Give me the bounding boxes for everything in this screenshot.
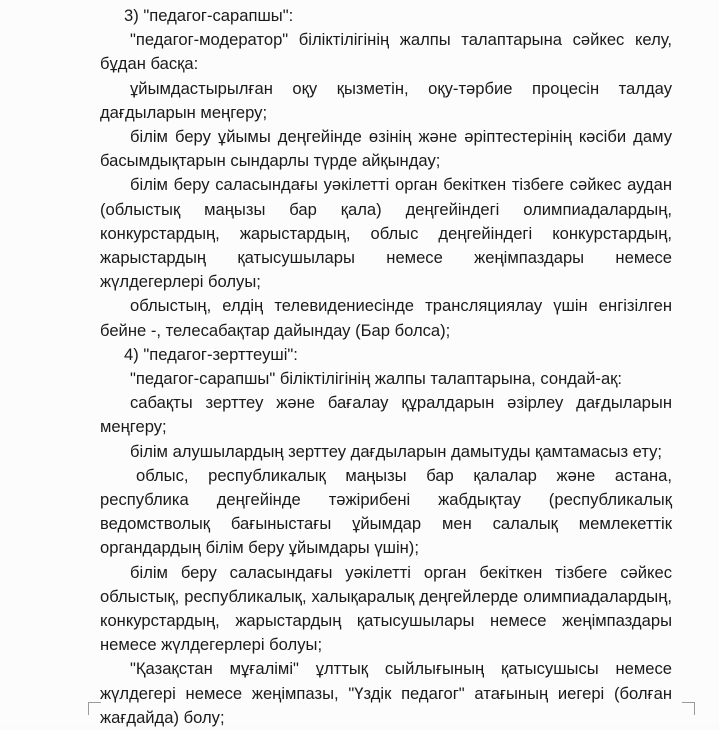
- paragraph: "педагог-сарапшы" біліктілігінің жалпы талаптарына, сондай-ақ:: [130, 369, 623, 389]
- paragraph: облыстың, елдің телевидениесінде трансляциялау үшін енгізілген бейне -, телесабақтар дайындау (Бар болса);: [100, 296, 672, 340]
- page-corner-mark-right: [682, 702, 695, 715]
- page-corner-mark-left: [88, 702, 101, 715]
- document-body: [100, 4, 672, 730]
- paragraph: білім беру саласындағы уәкілетті орган бекіткен тізбеге сәйкес облыстық, республикалық, халықаралық деңгейлерде олимпиадалардың, конкурстардың, жарыстардың қатысушылары немесе жеңімпаздары немесе жүлдегерлері болуы;: [100, 562, 672, 655]
- paragraph: білім алушылардың зерттеу дағдыларын дамытуды қамтамасыз ету;: [130, 441, 663, 461]
- paragraph: "Қазақстан мұғалімі" ұлттық сыйлығының қатысушысы немесе жүлдегері немесе жеңімпазы, "Үздік педагог" атағының иегері (болған жағдайда) болу;: [100, 659, 672, 727]
- paragraph-heading-4: 4) "педагог-зерттеуші":: [124, 344, 298, 364]
- paragraph: облыс, республикалық маңызы бар қалалар және астана, республика деңгейінде тәжірибені жабдықтау (республикалық ведомстволық бағыныстағы ұйымдар мен салалық мемлекеттік органдардың білім беру ұйымдары үшін);: [100, 465, 672, 558]
- paragraph: ұйымдастырылған оқу қызметін, оқу-тәрбие процесін талдау дағдыларын меңгеру;: [100, 78, 672, 122]
- paragraph: сабақты зерттеу және бағалау құралдарын әзірлеу дағдыларын меңгеру;: [100, 393, 672, 437]
- paragraph: білім беру саласындағы уәкілетті орган бекіткен тізбеге сәйкес аудан (облыстық маңызы бар қала) деңгейіндегі олимпиадалардың, конкурстардың, жарыстардың, облыс деңгейіндегі конкурстардың, жарыстардың қатысушылары немесе жеңімпаздары немесе жүлдегерлері болуы;: [100, 175, 672, 292]
- paragraph: "педагог-модератор" біліктілігінің жалпы талаптарына сәйкес келу, бұдан басқа:: [100, 30, 672, 74]
- paragraph: білім беру ұйымы деңгейінде өзінің және әріптестерінің кәсіби даму басымдықтарын сындарлы түрде айқындау;: [100, 127, 672, 171]
- paragraph-heading-3: 3) "педагог-сарапшы":: [124, 6, 294, 25]
